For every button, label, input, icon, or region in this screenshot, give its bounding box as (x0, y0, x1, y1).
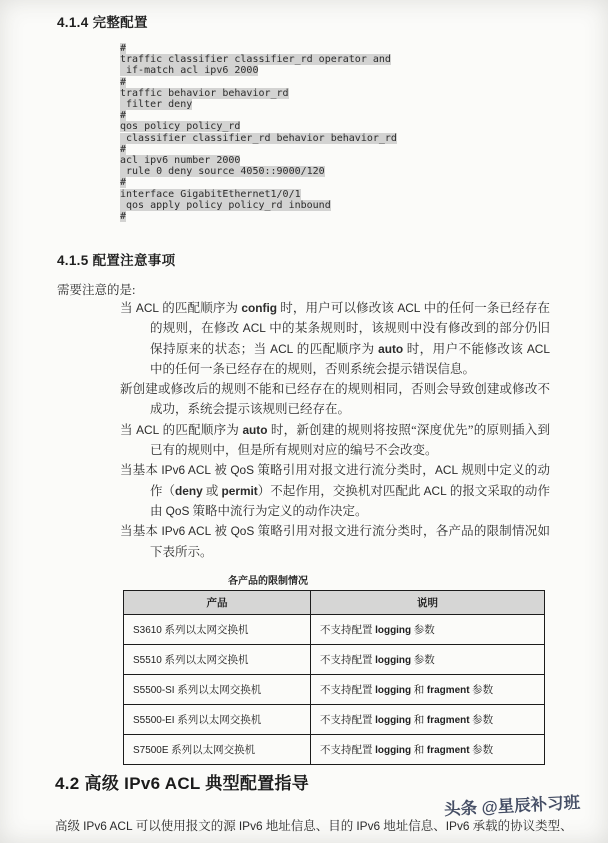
code-line (120, 65, 397, 76)
note-item: 当 ACL 的匹配顺序为 config 时，用户可以修改该 ACL 中的任何一条已经存在的规则，在修改 ACL 中的某条规则时，该规则中没有修改到的部分仍旧保持原来的状态；当 ACL 的匹配顺序为 auto 时，用户不能修改该 ACL 中的任何一条已经存在的规则，否则系统会提示错误信息。 (120, 301, 550, 376)
latin-text: S5500-EI (133, 715, 175, 726)
table-row (124, 705, 545, 735)
keyword: permit (221, 483, 258, 498)
keyword: auto (242, 422, 268, 437)
code-line-text: qos apply policy policy_rd inbound (120, 199, 331, 211)
code-line (120, 189, 397, 200)
keyword: logging (375, 715, 412, 726)
note-item: 当 ACL 的匹配顺序为 auto 时，新创建的规则将按照“深度优先”的原则插入到已有的规则中，但是所有规则对应的编号不会改变。 (120, 422, 550, 458)
code-line-text: # (120, 43, 127, 54)
keyword: fragment (426, 715, 470, 726)
section-heading-414: 4.1.4 完整配置 (57, 15, 148, 30)
code-line (120, 211, 397, 222)
keyword: config (241, 301, 277, 315)
table-row (124, 645, 545, 675)
keyword: logging (375, 745, 412, 756)
cell-description: 不支持配置 logging 参数 (311, 645, 545, 675)
code-line (120, 133, 397, 144)
cell-product: S7500E 系列以太网交换机 (124, 735, 311, 765)
keyword: fragment (426, 685, 470, 696)
keyword: fragment (426, 745, 470, 756)
table-body (124, 615, 545, 765)
note-item: 当基本 IPv6 ACL 被 QoS 策略引用对报文进行流分类时，ACL 规则中定义的动作（deny 或 permit）不起作用，交换机对匹配此 ACL 的报文采取的动作由 QoS 策略中流行为定义的动作决定。 (120, 463, 550, 518)
latin-text: S5500-SI (133, 685, 175, 696)
latin-text: ACL (270, 341, 294, 356)
notes-list (120, 298, 550, 562)
code-line-text: # (120, 177, 127, 189)
note-item: 新创建或修改后的规则不能和已经存在的规则相同，否则会导致创建或修改不成功，系统会提示该规则已经存在。 (120, 382, 550, 417)
cell-description: 不支持配置 logging 和 fragment 参数 (311, 705, 545, 735)
latin-text: S7500E (133, 745, 169, 756)
cell-description: 不支持配置 logging 和 fragment 参数 (311, 675, 545, 705)
product-limit-table (123, 590, 545, 765)
code-line (120, 166, 397, 177)
table-header-row (124, 591, 545, 615)
section-heading-415: 4.1.5 配置注意事项 (57, 253, 176, 268)
note-item: 当基本 IPv6 ACL 被 QoS 策略引用对报文进行流分类时，各产品的限制情况如下表所示。 (120, 524, 550, 559)
code-line-text: traffic behavior behavior_rd (120, 87, 289, 99)
cell-product: S5500-SI 系列以太网交换机 (124, 675, 311, 705)
code-line (120, 144, 397, 155)
code-line-text: qos policy policy_rd (120, 121, 241, 133)
cell-product: S5500-EI 系列以太网交换机 (124, 705, 311, 735)
latin-text: IPv6 ACL (161, 463, 212, 478)
code-line (120, 43, 397, 54)
latin-text: ACL (242, 321, 266, 336)
section-heading-42: 4.2 高级 IPv6 ACL 典型配置指导 (55, 774, 310, 793)
code-line (120, 121, 397, 132)
code-line-text: if-match acl ipv6 2000 (120, 65, 259, 77)
code-line-text: interface GigabitEthernet1/0/1 (120, 188, 301, 200)
latin-text: QoS (230, 524, 255, 539)
notes-intro: 需要注意的是: (57, 283, 136, 297)
keyword: deny (175, 483, 203, 498)
table-row (124, 675, 545, 705)
latin-text: S5510 (133, 655, 162, 666)
keyword: auto (378, 341, 404, 356)
latin-text: IPv6 ACL (161, 524, 212, 539)
code-line-text: rule 0 deny source 4050::9000/120 (120, 166, 325, 178)
table-row (124, 615, 545, 645)
table-row (124, 735, 545, 765)
cell-product: S5510 系列以太网交换机 (124, 645, 311, 675)
watermark: 头条 @星辰补习班 (443, 793, 581, 819)
code-line-text: # (120, 143, 127, 155)
column-header-description: 说明 (311, 591, 545, 615)
latin-text: IPv6 (445, 819, 470, 833)
latin-text: ACL (434, 463, 459, 478)
keyword: logging (375, 685, 412, 696)
table-caption: 各产品的限制情况 (228, 576, 308, 587)
closing-paragraph: 高级 IPv6 ACL 可以使用报文的源 IPv6 地址信息、目的 IPv6 地址信息、IPv6 承载的协议类型、 (55, 819, 573, 833)
code-line-text: # (120, 76, 127, 88)
code-line (120, 155, 397, 166)
latin-text: ACL (423, 483, 447, 498)
cell-description: 不支持配置 logging 和 fragment 参数 (311, 735, 545, 765)
code-line (120, 88, 397, 99)
code-line-text: classifier classifier_rd behavior behavior_rd (120, 132, 397, 144)
latin-text: ACL (526, 341, 550, 356)
column-header-product: 产品 (124, 591, 311, 615)
cell-description: 不支持配置 logging 参数 (311, 615, 545, 645)
code-line (120, 54, 397, 65)
code-line (120, 200, 397, 211)
latin-text: ACL (135, 301, 159, 315)
latin-text: ACL (136, 422, 160, 437)
code-line-text: filter deny (120, 99, 193, 111)
code-line-text: # (120, 110, 127, 122)
latin-text: IPv6 (356, 819, 381, 833)
latin-text: S3610 (133, 625, 162, 636)
config-code-block (120, 43, 397, 222)
latin-text: QoS (165, 503, 190, 518)
code-line (120, 99, 397, 110)
code-line (120, 110, 397, 121)
latin-text: ACL (397, 301, 421, 315)
latin-text: QoS (230, 463, 255, 478)
table-header (124, 591, 545, 615)
latin-text: IPv6 ACL (83, 819, 133, 833)
code-line (120, 177, 397, 188)
code-line (120, 77, 397, 88)
code-line-text: acl ipv6 number 2000 (120, 155, 241, 167)
code-line-text: traffic classifier classifier_rd operator and (120, 54, 391, 66)
keyword: logging (375, 655, 412, 666)
cell-product: S3610 系列以太网交换机 (124, 615, 311, 645)
keyword: logging (375, 625, 412, 636)
code-line-text: # (120, 211, 127, 223)
latin-text: IPv6 (238, 819, 263, 833)
